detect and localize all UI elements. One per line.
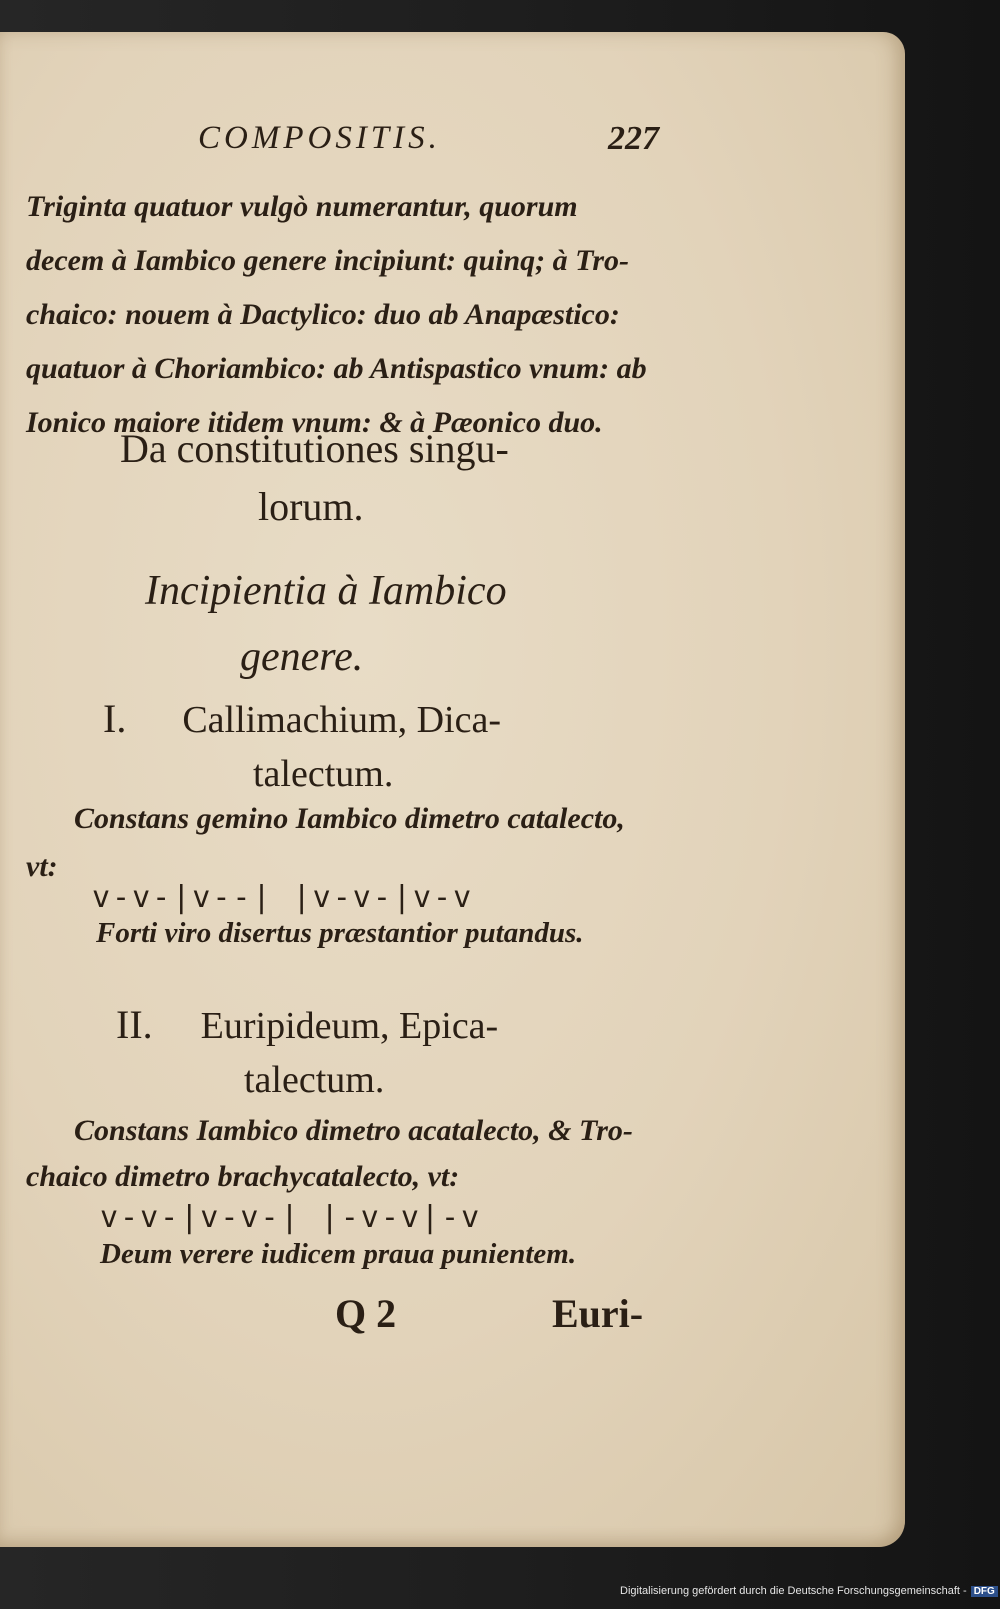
description-line: vt: [26,850,58,883]
catchword: Euri- [552,1291,644,1336]
heading-line: genere. [240,634,364,680]
description-line: chaico dimetro brachycatalecto, vt: [26,1160,460,1193]
intro-line: quatuor à Choriambico: ab Antispastico vnum: ab [26,352,647,385]
section-name-continued: talectum. [244,1059,385,1101]
running-head-title: COMPOSITIS. [198,120,441,156]
section-title-2 [116,998,498,1107]
heading-line: lorum. [258,484,364,529]
section-description-1 [26,795,625,891]
section-name: Callimachium, Dica- [182,699,502,741]
dfg-logo: DFG [971,1586,998,1597]
intro-line: Triginta quatuor vulgò numerantur, quorum [26,190,578,223]
digitization-credit [620,1585,998,1597]
section-description-2 [26,1108,633,1200]
page-number: 227 [608,120,659,157]
heading-constitutiones [120,420,509,536]
metrical-scheme-2: v-v-|v-v-| |-v-v|-v [100,1200,482,1235]
description-line: Constans gemino Iambico dimetro catalecto, [74,802,625,835]
description-line: Constans Iambico dimetro acatalecto, & Tro- [74,1114,633,1147]
intro-paragraph [26,180,647,450]
section-name-continued: talectum. [253,753,394,795]
intro-line: Ionico maiore itidem vnum: & à Pæonico duo. [26,406,603,439]
section-number: I. [103,696,127,741]
intro-line: chaico: nouem à Dactylico: duo ab Anapæstico: [26,298,620,331]
heading-incipientia [145,558,507,690]
intro-line: decem à Iambico genere incipiunt: quinq; à Tro- [26,244,630,277]
example-verse-2: Deum verere iudicem praua punientem. [100,1238,577,1270]
section-name: Euripideum, Epica- [200,1005,499,1047]
credit-text: Digitalisierung gefördert durch die Deutsche Forschungsgemeinschaft - [620,1585,967,1597]
signature-mark: Q 2 [335,1291,397,1336]
heading-line: Da constitutiones singu- [120,426,509,471]
heading-line: Incipientia à Iambico [145,568,507,614]
section-number: II. [116,1002,153,1047]
example-verse-1: Forti viro disertus præstantior putandus. [96,917,584,949]
metrical-scheme-1: v-v-|v--| |v-v-|v-v [92,880,474,915]
section-title-1 [103,692,501,801]
